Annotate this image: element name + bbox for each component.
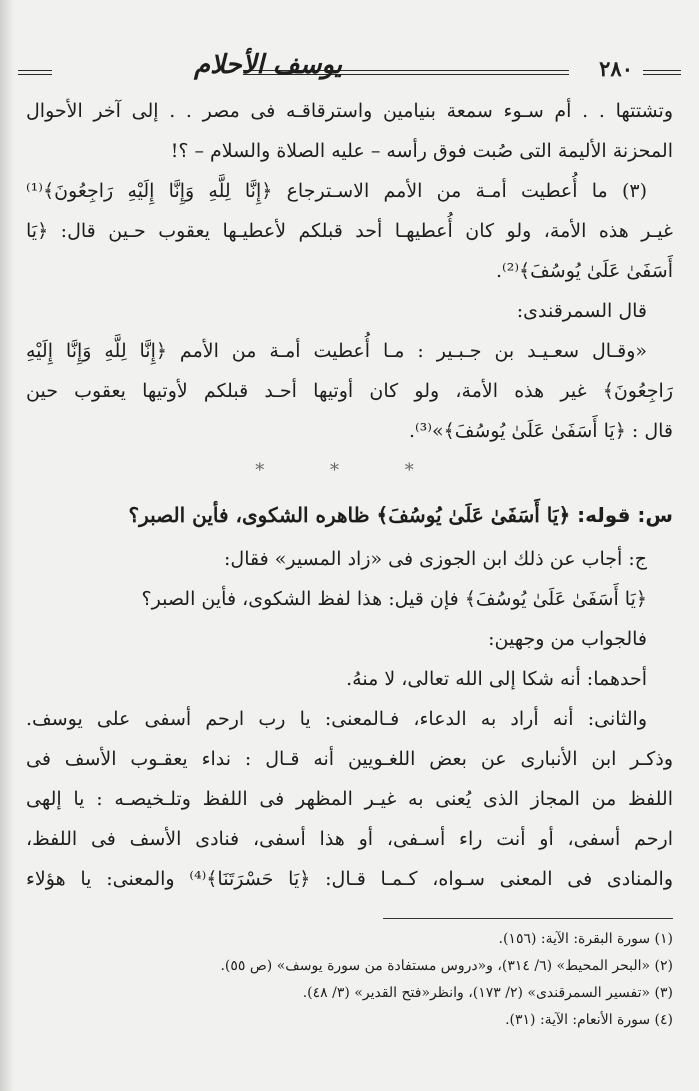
text-line: والمنادى فى المعنى سـواه، كـمـا قـال: ﴿يَا حَسْرَتَنَا﴾⁽⁴⁾ والمعنى: يا هؤلاء: [26, 868, 673, 890]
text-line: ﴿يَا أَسَفَىٰ عَلَىٰ يُوسُفَ﴾ فإن قيل: هذا لفظ الشكوى، فأين الصبر؟: [141, 588, 647, 610]
text-line: ج: أجاب عن ذلك ابن الجوزى فى «زاد المسير» فقال:: [223, 548, 647, 570]
header-rule-right: [643, 70, 681, 75]
section-separator-stars: * * *: [255, 460, 444, 481]
page-number: ٢٨٠: [599, 56, 633, 81]
header-rule-left: [18, 70, 52, 75]
text-line: وذكـر ابن الأنبارى عن بعض اللغـويين أنه قـال : نداء يعقـوب الأسف فى: [26, 748, 673, 770]
text-line: أَسَفَىٰ عَلَىٰ يُوسُفَ﴾⁽²⁾.: [495, 260, 673, 282]
text-line: رَاجِعُونَ﴾ غير هذه الأمة، ولو كان أوتيها أحـد قبلكم لأوتيها يعقوب حين: [26, 380, 673, 402]
body-text: [26, 91, 673, 899]
footnote: (١) سورة البقرة: الآية: (١٥٦).: [498, 931, 673, 947]
footnote: (٤) سورة الأنعام: الآية: (٣١).: [505, 1012, 673, 1028]
text-line: ارحم أسفى، أو أنت راء أسـفى، أو هذا أسفى، فنادى الأسف فى اللفظ،: [26, 828, 673, 850]
footnote-divider: [383, 918, 673, 919]
text-line: قال السمرقندى:: [516, 300, 647, 322]
footnote: (٣) «تفسير السمرقندى» (٢/ ١٧٣)، وانظر«فتح القدير» (٣/ ٤٨).: [302, 985, 673, 1001]
question-text: ﴿يَا أَسَفَىٰ عَلَىٰ يُوسُفَ﴾ ظاهره الشكوى، فأين الصبر؟: [128, 503, 571, 527]
text-line: أحدهما: أنه شكا إلى الله تعالى، لا منهُ.: [346, 668, 647, 690]
footnote: (٢) «البحر المحيط» (٦/ ٣١٤)، و«دروس مستفادة من سورة يوسف» (ص ٥٥).: [220, 958, 673, 974]
text-line: اللفظ من المجاز الذى يُعنى به غيـر المظهر فى اللفظ وتلـخيصـه : يا إلهى: [26, 788, 673, 810]
text-line: «وقـال سعـيـد بن جـبـير : مـا أُعطيت أمـة من الأمم ﴿إِنَّا لِلَّهِ وَإِنَّا إِلَيْهِ: [26, 340, 647, 362]
text-line: وتشتتها . . أم سـوء سمعة بنيامين واسترقاقـه فى مصر . . إلى آخر الأحوال: [26, 100, 673, 122]
text-line: غيـر هذه الأمة، ولو كان أُعطيهـا أحد قبلكم لأعطيـها يعقوب حـين قال: ﴿يَا: [26, 220, 673, 242]
footnotes: [26, 926, 673, 1034]
question-heading: [26, 491, 673, 539]
text-line: المحزنة الأليمة التى صُبت فوق رأسه – عليه الصلاة والسلام – ؟!: [170, 140, 673, 162]
question-label: س: قوله:: [577, 503, 673, 527]
page-gutter-shadow: [0, 0, 14, 1091]
text-line: والثانى: أنه أراد به الدعاء، فـالمعنى: يا رب ارحم أسفى على يوسف.: [26, 708, 647, 730]
page-header: [18, 50, 681, 90]
text-line: فالجواب من وجهين:: [488, 628, 647, 650]
text-line: (٣) ما أُعطيت أمـة من الأمم الاسـترجاع ﴿إِنَّا لِلَّهِ وَإِنَّا إِلَيْهِ رَاجِعُونَ﴾⁽¹⁾: [26, 180, 647, 202]
text-line: قال : ﴿يَا أَسَفَىٰ عَلَىٰ يُوسُفَ﴾»⁽³⁾.: [408, 420, 673, 442]
running-title: يوسف الأحلام: [194, 50, 343, 80]
